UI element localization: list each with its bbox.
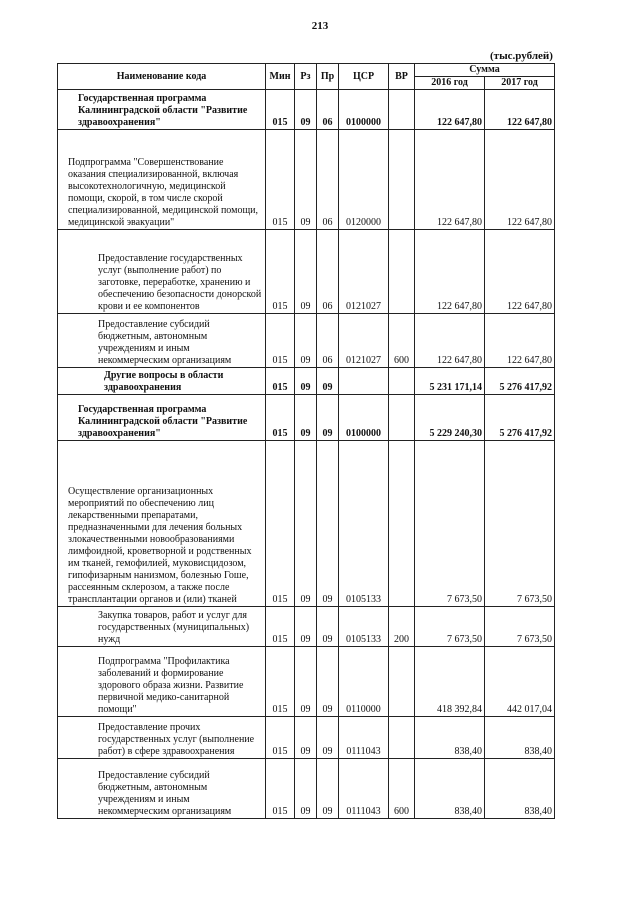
row-rz: 09	[295, 717, 317, 759]
header-min: Мин	[266, 64, 295, 90]
row-2016: 7 673,50	[415, 607, 485, 647]
row-name: Предоставление прочих государственных услуг (выполнение работ) в сфере здравоохранения	[58, 717, 266, 759]
row-pr: 09	[317, 647, 339, 717]
row-min: 015	[266, 759, 295, 819]
row-2017: 5 276 417,92	[485, 395, 555, 441]
table-row	[58, 90, 555, 130]
row-2016: 122 647,80	[415, 90, 485, 130]
row-rz: 09	[295, 230, 317, 314]
row-name: Подпрограмма "Профилактика заболеваний и формирование здорового образа жизни. Развитие первичной медико-санитарной помощи"	[58, 647, 266, 717]
row-vr	[389, 441, 415, 607]
row-csr: 0105133	[339, 441, 389, 607]
row-pr: 06	[317, 90, 339, 130]
row-csr: 0100000	[339, 90, 389, 130]
row-rz: 09	[295, 759, 317, 819]
table-row	[58, 130, 555, 230]
row-rz: 09	[295, 90, 317, 130]
row-name: Осуществление организационных мероприятий по обеспечению лиц лекарственными препаратами, предназначенными для лечения больных злокачественными новообразованиями лимфоидной, кроветворной и родственных им тканей, гемофилией, муковисцидозом, гипофизарным нанизмом, болезнью Гоше, рассеянным склерозом, а также после трансплантации органов и (или) тканей	[58, 441, 266, 607]
row-min: 015	[266, 395, 295, 441]
row-2016: 838,40	[415, 717, 485, 759]
row-2017: 442 017,04	[485, 647, 555, 717]
row-vr	[389, 647, 415, 717]
row-vr: 600	[389, 314, 415, 368]
table-row	[58, 230, 555, 314]
row-vr: 200	[389, 607, 415, 647]
row-pr: 09	[317, 717, 339, 759]
row-rz: 09	[295, 368, 317, 395]
row-2017: 7 673,50	[485, 607, 555, 647]
row-2017: 122 647,80	[485, 230, 555, 314]
row-2017: 838,40	[485, 717, 555, 759]
row-2016: 122 647,80	[415, 230, 485, 314]
header-row	[58, 64, 555, 77]
row-min: 015	[266, 90, 295, 130]
row-2016: 122 647,80	[415, 130, 485, 230]
table-row	[58, 607, 555, 647]
header-rz: Рз	[295, 64, 317, 90]
row-name: Предоставление субсидий бюджетным, автономным учреждениям и иным некоммерческим организациям	[58, 314, 266, 368]
budget-table	[57, 63, 555, 819]
page-number: 213	[311, 20, 329, 32]
row-2016: 5 231 171,14	[415, 368, 485, 395]
row-min: 015	[266, 607, 295, 647]
row-rz: 09	[295, 130, 317, 230]
row-min: 015	[266, 441, 295, 607]
row-pr: 06	[317, 230, 339, 314]
row-csr: 0111043	[339, 759, 389, 819]
row-2016: 418 392,84	[415, 647, 485, 717]
row-vr	[389, 90, 415, 130]
row-2017: 7 673,50	[485, 441, 555, 607]
row-min: 015	[266, 314, 295, 368]
row-rz: 09	[295, 314, 317, 368]
row-vr: 600	[389, 759, 415, 819]
row-pr: 09	[317, 368, 339, 395]
row-vr	[389, 230, 415, 314]
row-rz: 09	[295, 441, 317, 607]
row-pr: 09	[317, 395, 339, 441]
row-name: Государственная программа Калининградской области "Развитие здравоохранения"	[58, 90, 266, 130]
row-2017: 5 276 417,92	[485, 368, 555, 395]
row-min: 015	[266, 368, 295, 395]
row-vr	[389, 395, 415, 441]
table-row	[58, 717, 555, 759]
row-min: 015	[266, 130, 295, 230]
row-pr: 09	[317, 759, 339, 819]
row-rz: 09	[295, 607, 317, 647]
table-row	[58, 314, 555, 368]
header-2017: 2017 год	[485, 77, 555, 90]
units-label: (тыс.рублей)	[490, 50, 553, 62]
row-2016: 122 647,80	[415, 314, 485, 368]
header-csr: ЦСР	[339, 64, 389, 90]
row-name: Подпрограмма "Совершенствование оказания специализированной, включая высокотехнологичную, медицинской помощи, скорой, в том числе скорой специализированной, медицинской помощи, медицинской эвакуации"	[58, 130, 266, 230]
row-name: Государственная программа Калининградской области "Развитие здравоохранения"	[58, 395, 266, 441]
row-2016: 7 673,50	[415, 441, 485, 607]
row-pr: 06	[317, 314, 339, 368]
row-csr: 0121027	[339, 314, 389, 368]
header-pr: Пр	[317, 64, 339, 90]
row-min: 015	[266, 230, 295, 314]
row-csr: 0105133	[339, 607, 389, 647]
row-min: 015	[266, 647, 295, 717]
row-2017: 122 647,80	[485, 130, 555, 230]
row-2017: 122 647,80	[485, 314, 555, 368]
row-vr	[389, 130, 415, 230]
row-csr: 0121027	[339, 230, 389, 314]
row-csr: 0111043	[339, 717, 389, 759]
table-row	[58, 647, 555, 717]
row-pr: 09	[317, 441, 339, 607]
row-name: Предоставление субсидий бюджетным, автономным учреждениям и иным некоммерческим организациям	[58, 759, 266, 819]
row-csr: 0110000	[339, 647, 389, 717]
row-vr	[389, 368, 415, 395]
row-csr	[339, 368, 389, 395]
header-name: Наименование кода	[58, 64, 266, 90]
row-2017: 838,40	[485, 759, 555, 819]
row-pr: 06	[317, 130, 339, 230]
table-row	[58, 759, 555, 819]
row-csr: 0100000	[339, 395, 389, 441]
row-name: Закупка товаров, работ и услуг для государственных (муниципальных) нужд	[58, 607, 266, 647]
row-rz: 09	[295, 395, 317, 441]
header-vr: ВР	[389, 64, 415, 90]
table-row	[58, 368, 555, 395]
row-2017: 122 647,80	[485, 90, 555, 130]
row-2016: 838,40	[415, 759, 485, 819]
table-row	[58, 441, 555, 607]
row-min: 015	[266, 717, 295, 759]
row-vr	[389, 717, 415, 759]
header-2016: 2016 год	[415, 77, 485, 90]
row-name: Другие вопросы в области здравоохранения	[58, 368, 266, 395]
row-pr: 09	[317, 607, 339, 647]
row-name: Предоставление государственных услуг (выполнение работ) по заготовке, переработке, хранению и обеспечению безопасности донорской крови и ее компонентов	[58, 230, 266, 314]
row-2016: 5 229 240,30	[415, 395, 485, 441]
header-sum: Сумма	[415, 64, 555, 77]
row-rz: 09	[295, 647, 317, 717]
table-row	[58, 395, 555, 441]
row-csr: 0120000	[339, 130, 389, 230]
